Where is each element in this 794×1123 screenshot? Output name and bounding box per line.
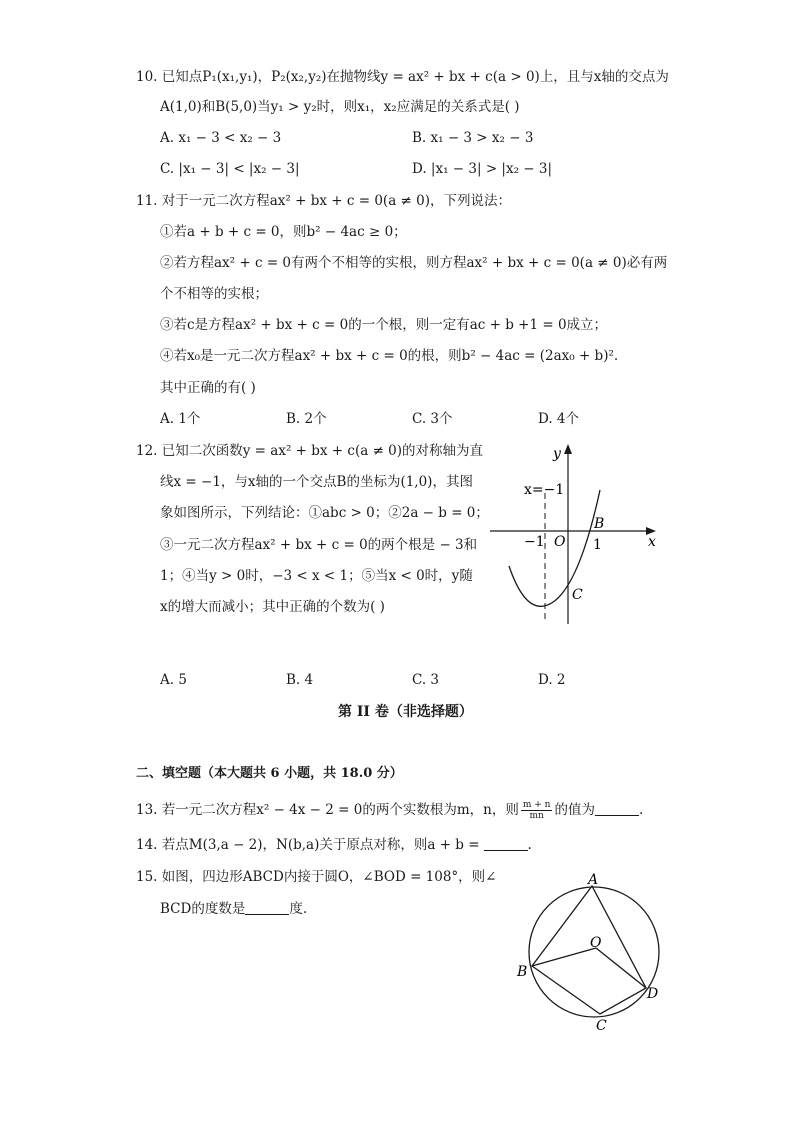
q12-option-d: D. 2 <box>538 672 566 688</box>
origin-label: O <box>554 534 566 550</box>
q11-option-b: B. 2个 <box>286 411 327 427</box>
q15-circle-figure <box>510 866 670 1036</box>
q12-option-c: C. 3 <box>412 672 440 688</box>
q12-line1: 12. 已知二次函数y = ax² + bx + c(a ≠ 0)的对称轴为直 <box>136 443 484 459</box>
q15-line2 <box>160 899 307 919</box>
q10-option-b: B. x₁ − 3 > x₂ − 3 <box>412 130 534 146</box>
q12-line4: ③一元二次方程ax² + bx + c = 0的两个根是 − 3和 <box>160 537 478 553</box>
circle-o <box>529 887 659 1017</box>
tick-neg1-label: −1 <box>524 534 545 550</box>
point-c-label: C <box>572 587 583 603</box>
q13-fraction <box>521 800 553 821</box>
q15-text-b: BCD的度数是 <box>160 901 246 917</box>
q13-denominator: mn <box>529 811 544 821</box>
q11-stem: 11. 对于一元二次方程ax² + bx + c = 0(a ≠ 0)，下列说法： <box>136 193 511 209</box>
q13-end: . <box>638 802 644 818</box>
q12-option-b: B. 4 <box>286 672 314 688</box>
segment-od <box>596 948 646 988</box>
q10-option-c: C. |x₁ − 3| < |x₂ − 3| <box>160 161 300 177</box>
q11-statement-2b: 个不相等的实根； <box>160 286 268 302</box>
y-axis-label: y <box>553 446 561 462</box>
y-axis-arrow-icon <box>564 444 572 454</box>
center-o-label: O <box>590 935 602 951</box>
q11-option-c: C. 3个 <box>412 411 453 427</box>
q13-text-a: 13. 若一元二次方程x² − 4x − 2 = 0的两个实数根为m，n，则 <box>136 802 519 818</box>
q13-answer-blank[interactable] <box>595 801 639 816</box>
q11-statement-1: ①若a + b + c = 0，则b² − 4ac ≥ 0； <box>160 224 407 240</box>
segment-ob <box>532 948 596 966</box>
q11-question: 其中正确的有( ) <box>160 380 256 396</box>
q12-option-a: A. 5 <box>160 672 187 688</box>
q11-option-d: D. 4个 <box>538 411 580 427</box>
q11-statement-4: ④若x₀是一元二次方程ax² + bx + c = 0的根，则b² − 4ac = (2ax₀ + b)². <box>160 348 619 364</box>
q12-line2: 线x = −1，与x轴的一个交点B的坐标为(1,0)，其图 <box>160 474 473 490</box>
q14-text: 14. 若点M(3,a − 2)，N(b,a)关于原点对称，则a + b = <box>136 837 480 853</box>
q10-stem-line2: A(1,0)和B(5,0)当y₁ > y₂时，则x₁，x₂应满足的关系式是( ) <box>160 99 520 115</box>
section2-heading: 二、填空题（本大题共 6 小题，共 18.0 分） <box>136 766 403 781</box>
symmetry-label: x=−1 <box>524 482 565 498</box>
q12-line3: 象如图所示，下列结论：①abc > 0；②2a − b = 0； <box>160 505 489 521</box>
q10-option-d: D. |x₁ − 3| > |x₂ − 3| <box>412 161 553 177</box>
vertex-b-label: B <box>517 964 528 980</box>
point-b-label: B <box>594 516 605 532</box>
q11-statement-3: ③若c是方程ax² + bx + c = 0的一个根，则一定有ac + b +1 = 0成立； <box>160 317 608 333</box>
q12-parabola-figure <box>486 438 666 628</box>
vertex-a-label: A <box>588 872 599 888</box>
q13-text-b: 的值为 <box>554 802 595 818</box>
q13-line <box>136 800 643 821</box>
q14-end: . <box>527 837 532 853</box>
q12-line6: x的增大而减小；其中正确的个数为( ) <box>160 599 385 615</box>
q10-option-a: A. x₁ − 3 < x₂ − 3 <box>160 130 282 146</box>
q14-line <box>136 835 532 855</box>
q11-option-a: A. 1个 <box>160 411 201 427</box>
q15-line1: 15. 如图，四边形ABCD内接于圆O，∠BOD = 108°，则∠ <box>136 869 497 885</box>
q10-stem-line1: 10. 已知点P₁(x₁,y₁)，P₂(x₂,y₂)在抛物线y = ax² + bx + c(a > 0)上，且与x轴的交点为 <box>136 69 669 85</box>
q13-numerator: m + n <box>522 800 551 810</box>
part2-heading: 第 II 卷（非选择题） <box>338 704 473 720</box>
vertex-d-label: D <box>647 986 659 1002</box>
q14-answer-blank[interactable] <box>484 836 528 851</box>
q15-end: 度. <box>289 901 308 917</box>
tick-1-label: 1 <box>593 537 602 553</box>
q12-line5: 1；④当y > 0时，−3 < x < 1；⑤当x < 0时，y随 <box>160 568 473 584</box>
q11-statement-2a: ②若方程ax² + c = 0有两个不相等的实根，则方程ax² + bx + c = 0(a ≠ 0)必有两 <box>160 255 668 271</box>
vertex-c-label: C <box>596 1018 607 1034</box>
x-axis-label: x <box>648 534 656 550</box>
q15-answer-blank[interactable] <box>245 900 289 915</box>
